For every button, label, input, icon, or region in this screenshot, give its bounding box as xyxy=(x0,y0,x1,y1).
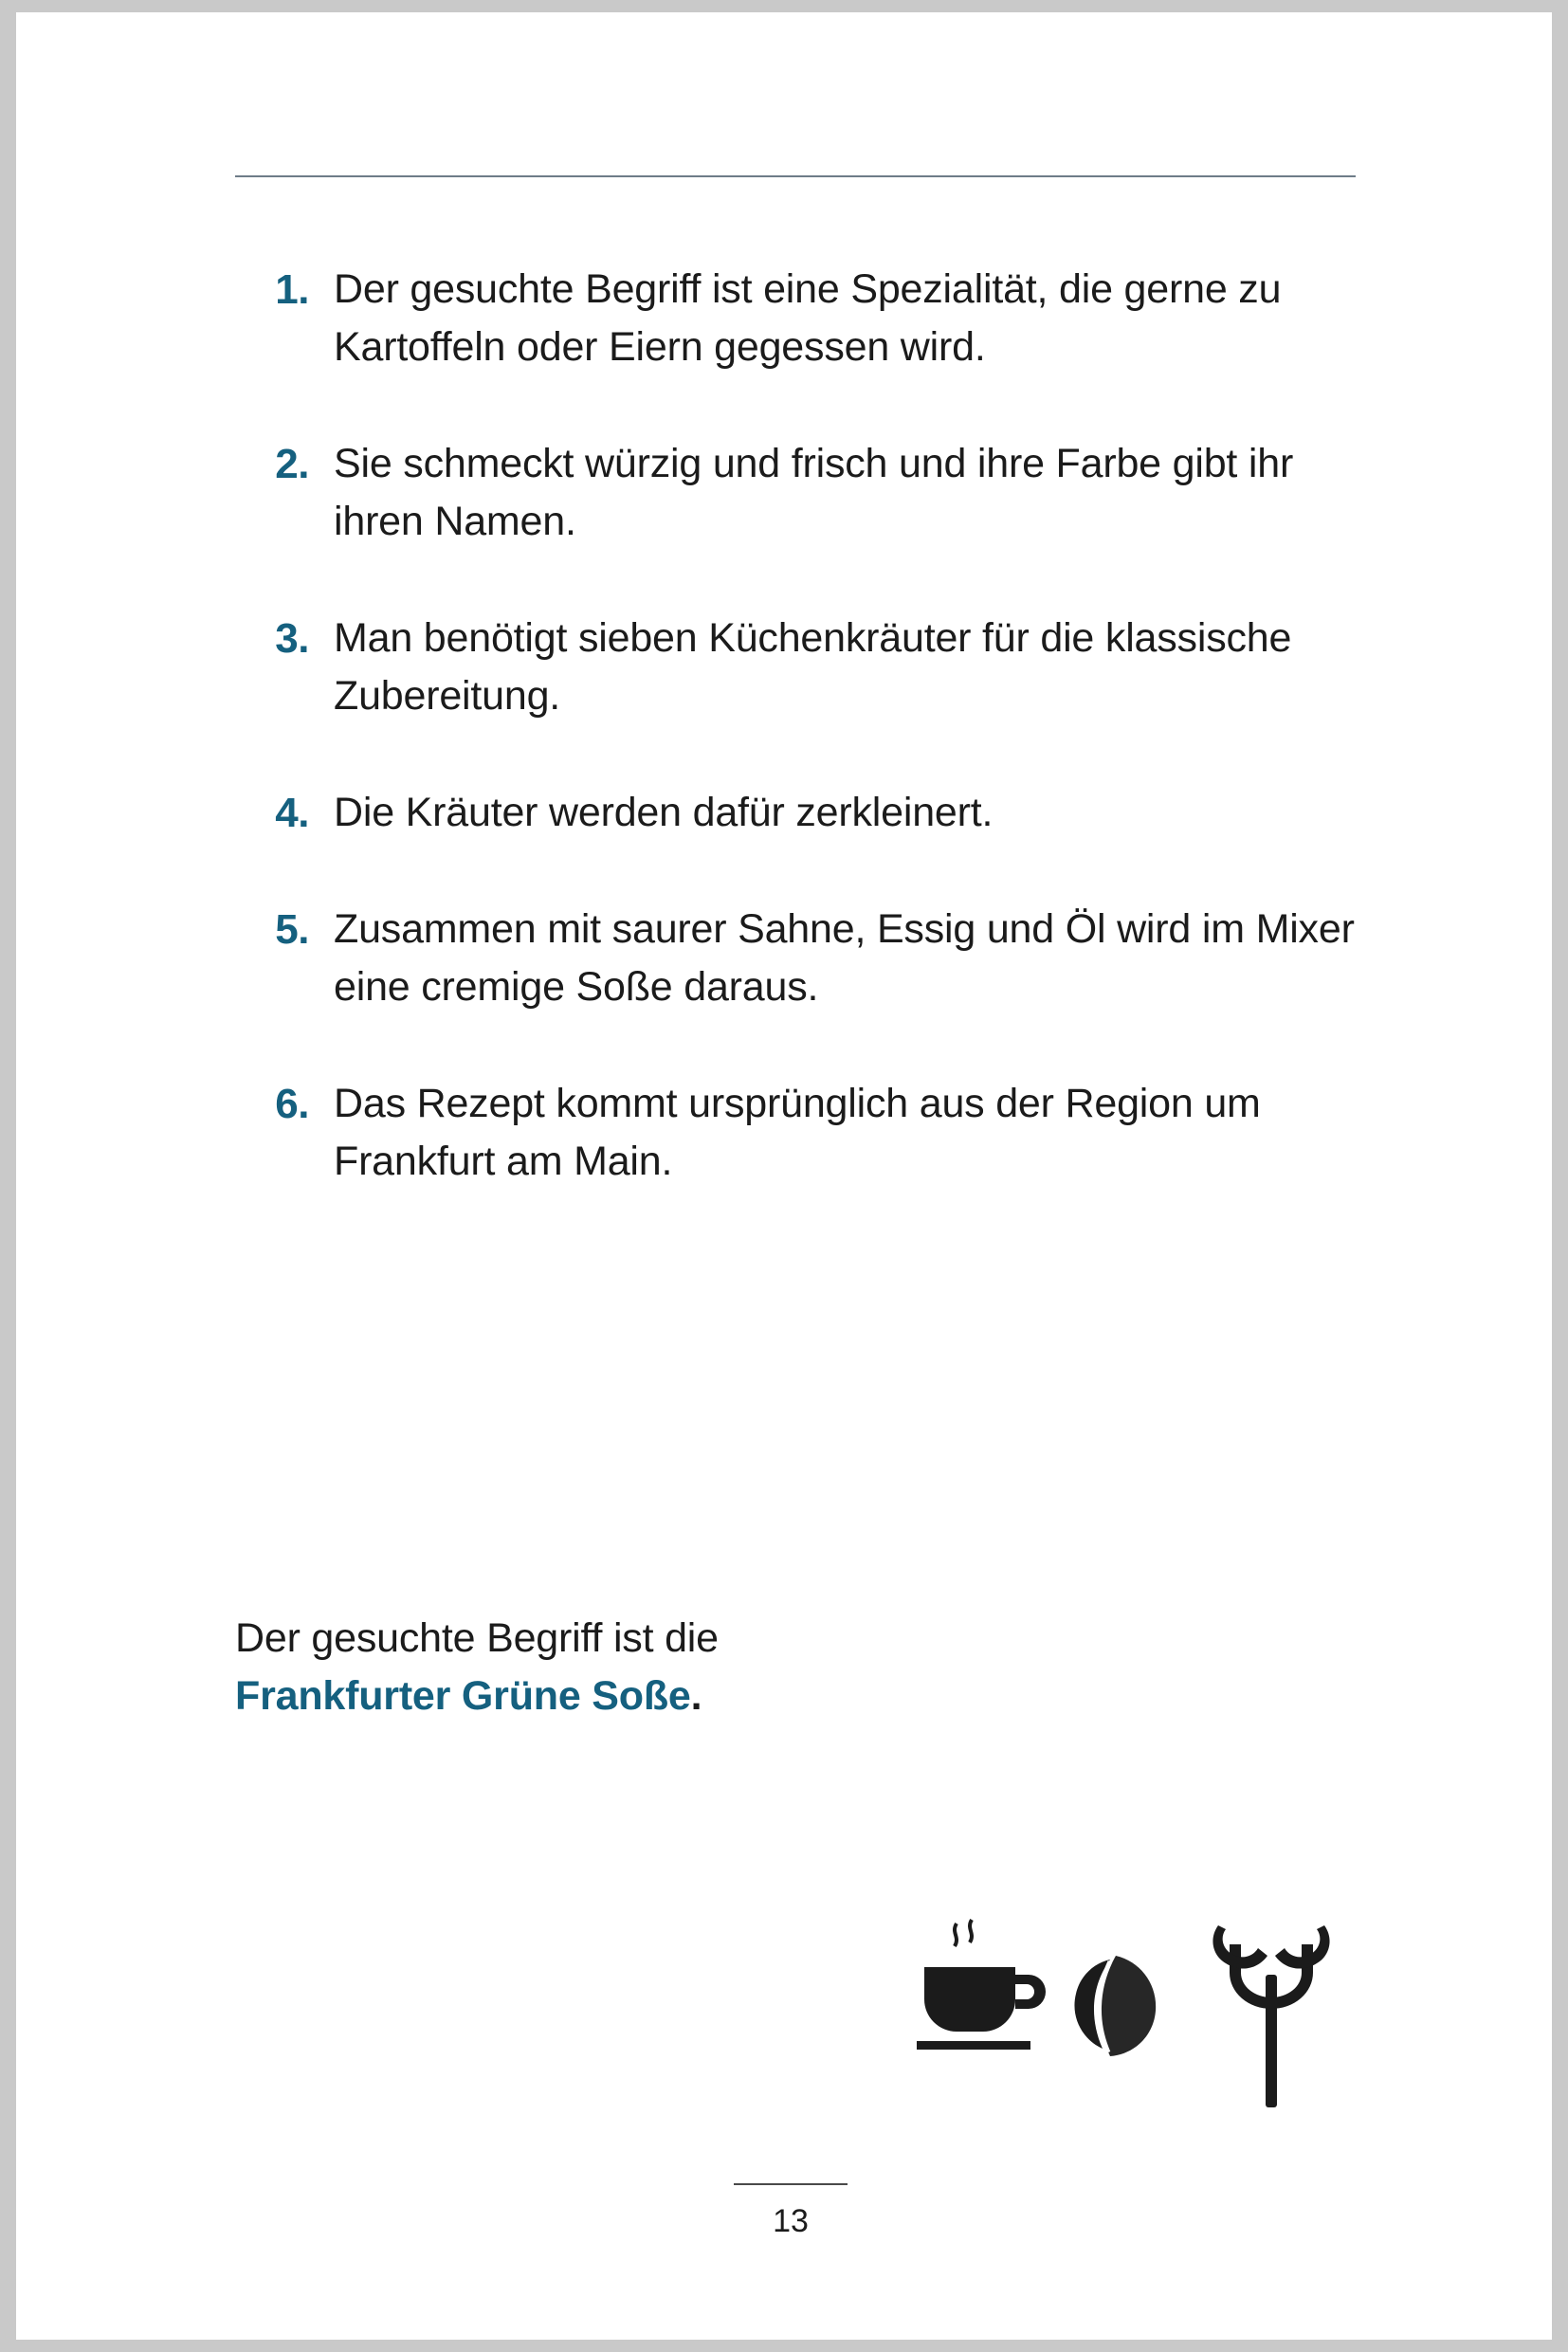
clue-number: 4. xyxy=(275,790,309,836)
page-sheet xyxy=(16,12,1552,2340)
decorative-artwork xyxy=(917,1918,1362,2117)
solution-block xyxy=(235,1610,1363,1725)
header-divider xyxy=(235,175,1356,177)
clue-number: 1. xyxy=(275,266,309,313)
clue-text: Sie schmeckt würzig und frisch und ihre Farbe gibt ihr ihren Namen. xyxy=(334,441,1294,544)
list-item xyxy=(235,1075,1363,1191)
solution-lead: Der gesuchte Begriff ist die xyxy=(235,1615,719,1661)
clue-number: 6. xyxy=(275,1081,309,1127)
footer-divider xyxy=(734,2183,848,2185)
list-item xyxy=(235,610,1363,725)
list-item xyxy=(235,435,1363,551)
solution-answer xyxy=(235,1668,1363,1725)
clue-text: Die Kräuter werden dafür zerkleinert. xyxy=(334,790,994,835)
clue-number: 2. xyxy=(275,441,309,487)
clue-text: Zusammen mit saurer Sahne, Essig und Öl wird im Mixer eine cremige Soße daraus. xyxy=(334,906,1355,1010)
clue-list xyxy=(235,261,1363,1249)
clue-text: Man benötigt sieben Küchenkräuter für die klassische Zubereitung. xyxy=(334,615,1292,719)
coffee-cup-icon xyxy=(917,1920,1046,2050)
page-number: 13 xyxy=(773,2203,809,2239)
clue-text: Der gesuchte Begriff ist eine Spezialität, die gerne zu Kartoffeln oder Eiern gegessen wird. xyxy=(334,266,1282,370)
list-item xyxy=(235,261,1363,376)
solution-answer-period: . xyxy=(690,1673,702,1719)
lemon-slice-icon xyxy=(1074,1956,1156,2056)
list-item xyxy=(235,784,1363,842)
solution-answer-text: Frankfurter Grüne Soße xyxy=(235,1673,691,1719)
clue-number: 5. xyxy=(275,906,309,953)
list-item xyxy=(235,901,1363,1016)
clue-number: 3. xyxy=(275,615,309,662)
clue-text: Das Rezept kommt ursprünglich aus der Region um Frankfurt am Main. xyxy=(334,1081,1261,1184)
sausage-on-fork-icon xyxy=(1212,1925,1329,2107)
